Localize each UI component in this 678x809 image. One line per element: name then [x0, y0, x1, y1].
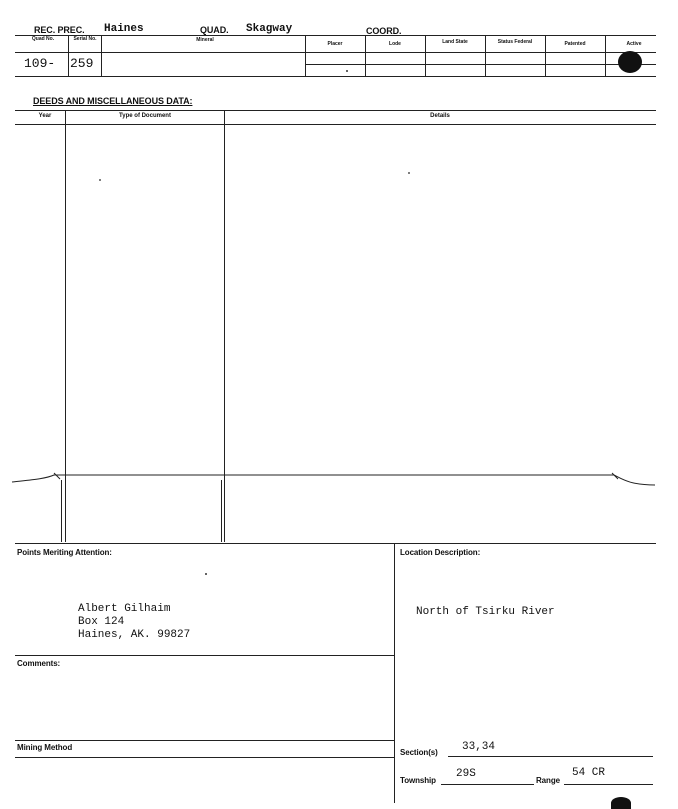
points-label: Points Meriting Attention: [17, 548, 112, 557]
speck [408, 172, 410, 174]
serial-no-header: Serial No. [73, 36, 97, 42]
mineral-header: Mineral [196, 37, 214, 43]
col-sep [305, 35, 306, 76]
rec-prec-label: REC. PREC. [34, 25, 85, 35]
col-sep [365, 35, 366, 76]
status-federal-header: Status Federal [497, 39, 533, 45]
section-value: 33,34 [462, 741, 496, 753]
quad-no-header: Quad No. [31, 36, 55, 42]
year-header: Year [38, 113, 52, 119]
deeds-top-rule [15, 110, 656, 111]
range-value: 54 CR [572, 767, 606, 779]
type-of-document-header: Type of Document [119, 113, 171, 119]
col-sep [101, 35, 102, 76]
active-marker [618, 51, 642, 73]
speck [346, 70, 348, 72]
location-label: Location Description: [400, 548, 481, 557]
section-label: Section(s) [400, 748, 438, 757]
speck [99, 179, 101, 181]
quad-label: QUAD. [200, 25, 229, 35]
section-line [448, 756, 653, 757]
points-line-3: Haines, AK. 99827 [78, 629, 191, 641]
header-rule [15, 35, 656, 36]
range-line [564, 784, 653, 785]
status-mid-rule [305, 64, 656, 65]
bottom-col-sep [394, 543, 395, 803]
serial-no-value: 259 [70, 56, 94, 71]
ink-blot [611, 797, 631, 809]
points-line-1: Albert Gilhaim [78, 603, 171, 615]
active-header: Active [626, 41, 642, 47]
placer-header: Placer [327, 41, 343, 47]
rec-prec-value: Haines [104, 23, 144, 35]
col-sep [485, 35, 486, 76]
quad-value: Skagway [246, 23, 293, 35]
lode-header: Lode [389, 41, 401, 47]
column-header-rule [15, 52, 656, 53]
mining-bottom-rule [15, 757, 394, 758]
details-header: Details [430, 113, 450, 119]
deeds-title: DEEDS AND MISCELLANEOUS DATA: [33, 96, 193, 106]
points-line-2: Box 124 [78, 616, 125, 628]
township-line [441, 784, 534, 785]
comments-rule [15, 655, 394, 656]
location-value: North of Tsirku River [416, 606, 555, 618]
bottom-top-rule [15, 543, 656, 544]
land-state-header: Land State [442, 39, 468, 45]
record-row-rule [15, 76, 656, 77]
deeds-header-rule [15, 124, 656, 125]
range-label: Range [536, 776, 560, 785]
coord-label: COORD. [366, 26, 402, 36]
col-sep [605, 35, 606, 76]
col-sep [425, 35, 426, 76]
township-label: Township [400, 776, 436, 785]
patented-header: Patented [564, 41, 586, 47]
fold-line [0, 465, 678, 495]
township-value: 29S [456, 768, 476, 780]
comments-label: Comments: [17, 659, 61, 668]
mining-top-rule [15, 740, 394, 741]
mining-method-label: Mining Method [17, 743, 73, 752]
col-sep [545, 35, 546, 76]
quad-no-value: 109- [24, 56, 56, 71]
col-sep [68, 35, 69, 76]
speck [205, 573, 207, 575]
